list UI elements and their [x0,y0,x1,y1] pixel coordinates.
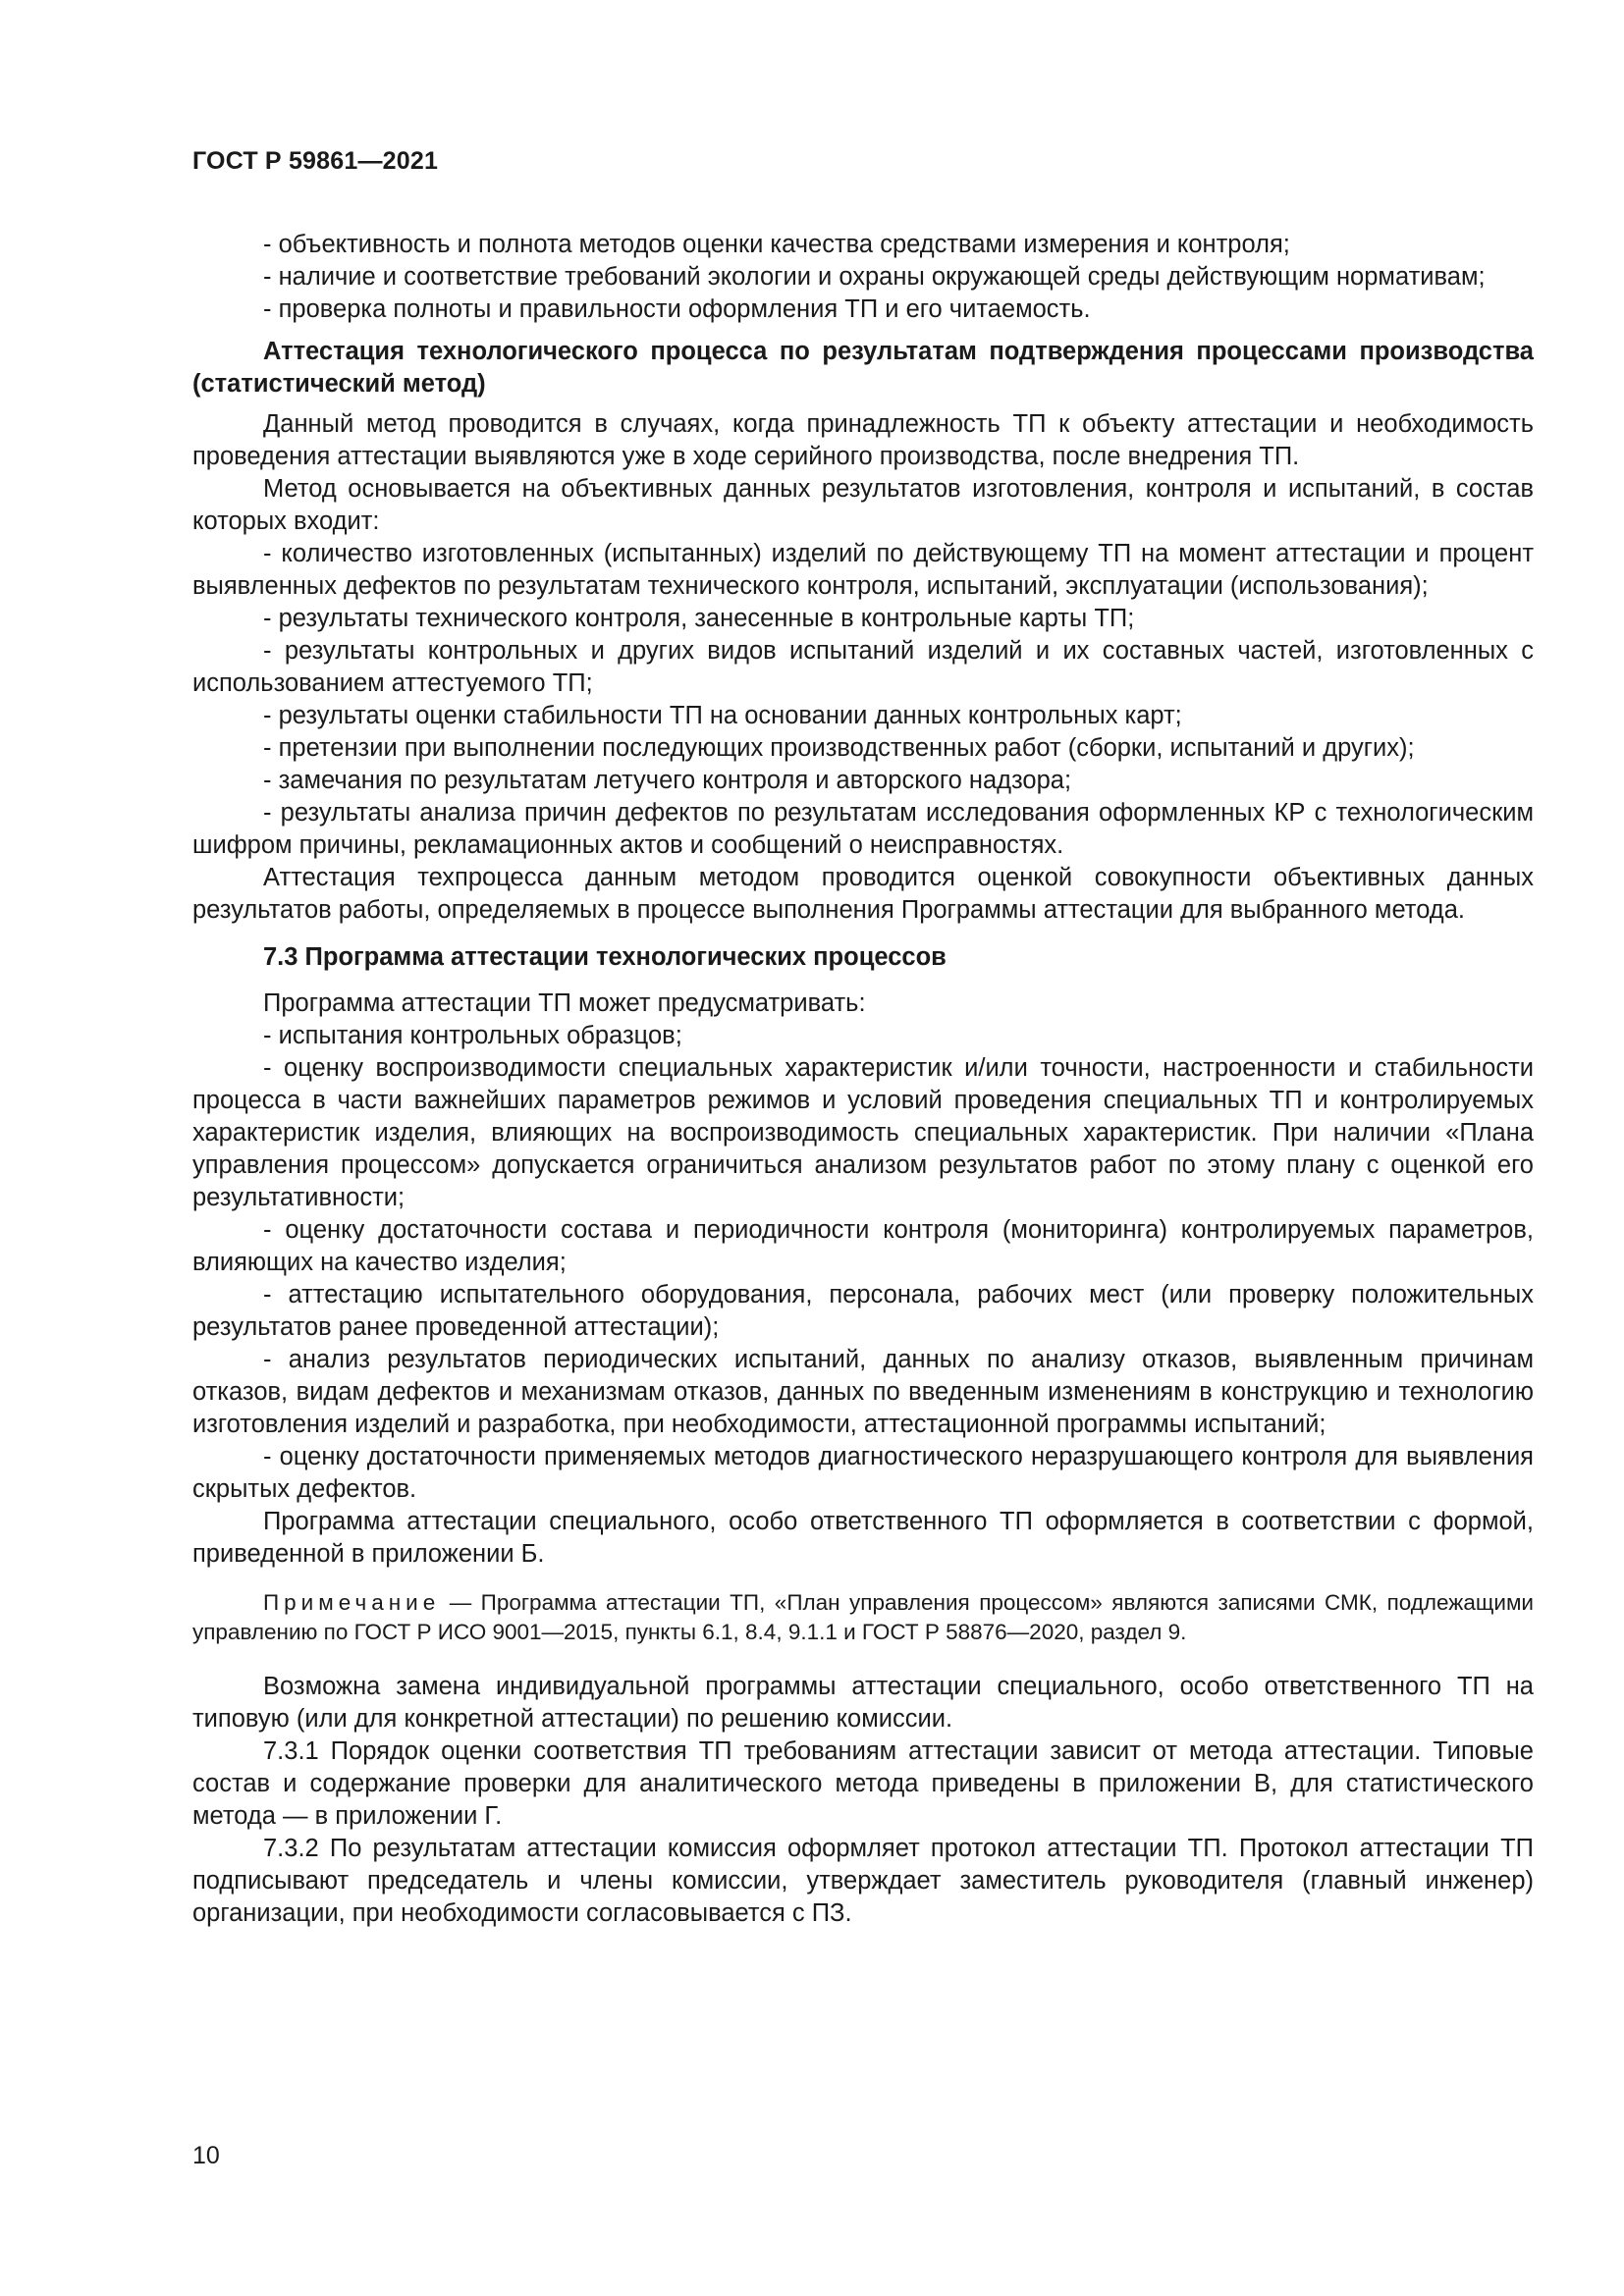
list-item: - результаты оценки стабильности ТП на основании данных контрольных карт; [263,702,1182,729]
list-item: - аттестацию испытательного оборудования, персонала, рабочих мест (или проверку положительных результатов ранее проведенной аттестации); [192,1281,1534,1341]
list-item: - испытания контрольных образцов; [263,1022,682,1049]
paragraph: Программа аттестации специального, особо ответственного ТП оформляется в соответствии с формой, приведенной в приложении Б. [192,1508,1534,1568]
note-label: Примечание [263,1590,441,1615]
list-item: - оценку достаточности применяемых методов диагностического неразрушающего контроля для выявления скрытых дефектов. [192,1443,1534,1503]
list-item: - анализ результатов периодических испытаний, данных по анализу отказов, выявленным причинам отказов, видам дефектов и механизмам отказов, данных по введенным изменениям в конструкцию и технологию изготовления изделий и разработка, при необходимости, аттестационной программы испытаний; [192,1346,1534,1438]
list-item: - оценку достаточности состава и периодичности контроля (мониторинга) контролируемых параметров, влияющих на качество изделия; [192,1216,1534,1276]
list-item: - результаты контрольных и других видов испытаний изделий и их составных частей, изготовленных с использованием аттестуемого ТП; [192,637,1534,697]
list-item: - наличие и соответствие требований экологии и охраны окружающей среды действующим нормативам; [263,263,1486,291]
list-item: - замечания по результатам летучего контроля и авторского надзора; [263,767,1072,794]
paragraph: Метод основывается на объективных данных результатов изготовления, контроля и испытаний, в состав которых входит: [192,475,1534,535]
subheading-statistical-method: Аттестация технологического процесса по результатам подтверждения процессами производства (статистический метод) [192,338,1534,398]
list-item: - проверка полноты и правильности оформления ТП и его читаемость. [263,295,1091,323]
paragraph: Программа аттестации ТП может предусматривать: [263,989,866,1017]
document-header: ГОСТ Р 59861—2021 [192,147,439,175]
list-item: - результаты анализа причин дефектов по результатам исследования оформленных КР с технологическим шифром причины, рекламационных актов и сообщений о неисправностях. [192,799,1534,859]
note [192,1588,1534,1647]
list-item: - результаты технического контроля, занесенные в контрольные карты ТП; [263,605,1135,632]
list-item: - оценку воспроизводимости специальных характеристик и/или точности, настроенности и стабильности процесса в части важнейших параметров режимов и условий проведения специальных ТП и контролируемых характеристик изделия, влияющих на воспроизводимость специальных характеристик. При наличии «Плана управления процессом» допускается ограничиться анализом результатов работ по этому плану с оценкой его результативности; [192,1054,1534,1211]
page-number: 10 [192,2142,220,2169]
paragraph: Аттестация техпроцесса данным методом проводится оценкой совокупности объективных данных результатов работы, определяемых в процессе выполнения Программы аттестации для выбранного метода. [192,864,1534,924]
list-item: - объективность и полнота методов оценки качества средствами измерения и контроля; [263,231,1290,258]
list-item: - количество изготовленных (испытанных) изделий по действующему ТП на момент аттестации и процент выявленных дефектов по результатам технического контроля, испытаний, эксплуатации (использования); [192,540,1534,600]
paragraph: Возможна замена индивидуальной программы аттестации специального, особо ответственного ТП на типовую (или для конкретной аттестации) по решению комиссии. [192,1673,1534,1733]
paragraph: Данный метод проводится в случаях, когда принадлежность ТП к объекту аттестации и необходимость проведения аттестации выявляются уже в ходе серийного производства, после внедрения ТП. [192,410,1534,470]
document-body [192,229,1534,1930]
clause-7-3-2: 7.3.2 По результатам аттестации комиссия оформляет протокол аттестации ТП. Протокол аттестации ТП подписывают председатель и члены комиссии, утверждает заместитель руководителя (главный инженер) организации, при необходимости согласовывается с ПЗ. [192,1835,1534,1927]
clause-7-3-1: 7.3.1 Порядок оценки соответствия ТП требованиям аттестации зависит от метода аттестации. Типовые состав и содержание проверки для аналитического метода приведены в приложении В, для статистического метода — в приложении Г. [192,1737,1534,1830]
note-text: — Программа аттестации ТП, «План управления процессом» являются записями СМК, подлежащими управлению по ГОСТ Р ИСО 9001—2015, пункты 6.1, 8.4, 9.1.1 и ГОСТ Р 58876—2020, раздел 9. [192,1590,1534,1644]
list-item: - претензии при выполнении последующих производственных работ (сборки, испытаний и других); [263,734,1415,762]
section-heading-7-3: 7.3 Программа аттестации технологических процессов [263,943,947,971]
